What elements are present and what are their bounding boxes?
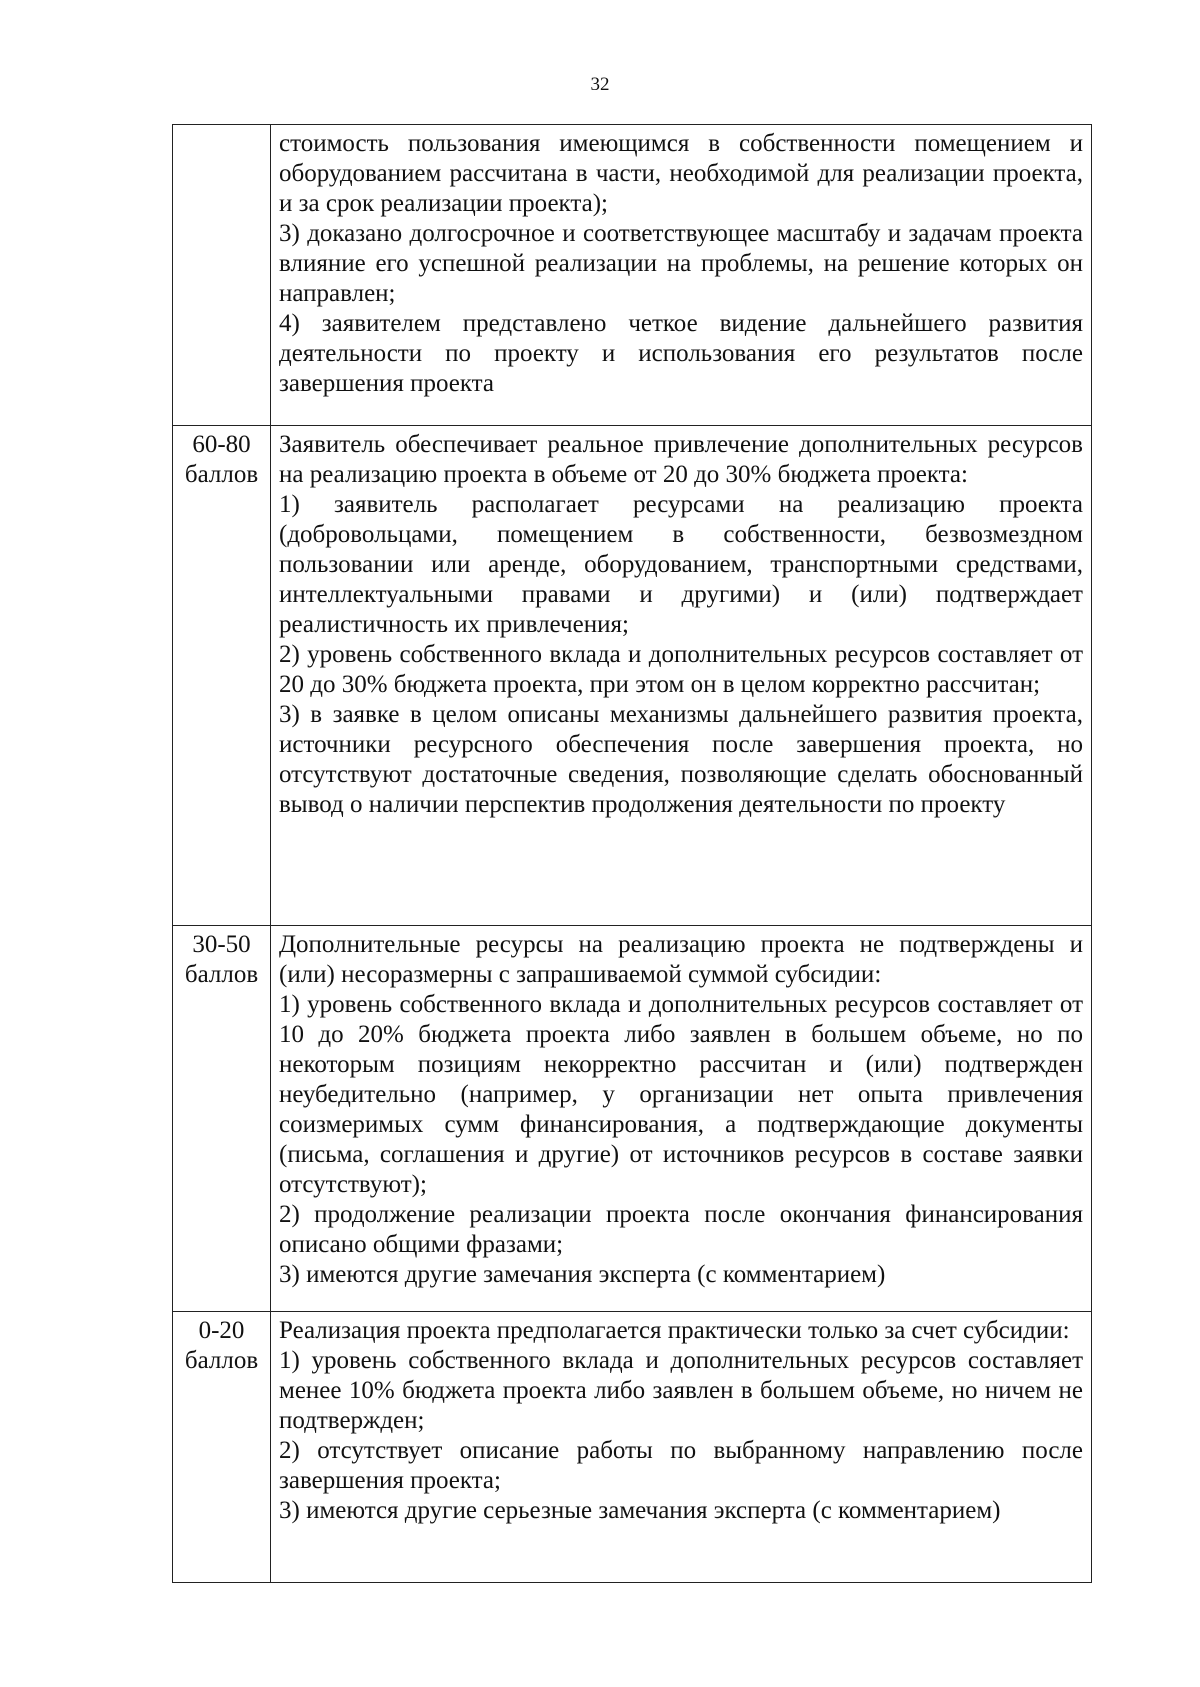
paragraph: 3) доказано долгосрочное и соответствующее масштабу и задачам проекта влияние его успешной реализации на проблемы, на решение которых он направлен; <box>279 220 1083 307</box>
paragraph: Дополнительные ресурсы на реализацию проекта не подтверждены и (или) несоразмерны с запрашиваемой суммой субсидии: <box>279 931 1083 988</box>
table-row <box>173 125 1092 426</box>
paragraph: Заявитель обеспечивает реальное привлечение дополнительных ресурсов на реализацию проекта в объеме от 20 до 30% бюджета проекта: <box>279 431 1083 488</box>
paragraph: 2) уровень собственного вклада и дополнительных ресурсов составляет от 20 до 30% бюджета проекта, при этом он в целом корректно рассчитан; <box>279 641 1083 698</box>
paragraph: 2) отсутствует описание работы по выбранному направлению после завершения проекта; <box>279 1437 1083 1494</box>
score-range: 30-50 <box>192 931 251 958</box>
paragraph: 1) заявитель располагает ресурсами на реализацию проекта (добровольцами, помещением в собственности, безвозмездном пользовании или аренде, оборудованием, транспортными средствами, интеллектуальными правами и другими) и (или) подтверждает реалистичность их привлечения; <box>279 491 1083 638</box>
paragraph: 3) имеются другие серьезные замечания эксперта (с комментарием) <box>279 1497 1001 1524</box>
paragraph: 2) продолжение реализации проекта после окончания финансирования описано общими фразами; <box>279 1201 1083 1258</box>
description-cell <box>271 426 1092 926</box>
paragraph: стоимость пользования имеющимся в собственности помещением и оборудованием рассчитана в части, необходимой для реализации проекта, и за срок реализации проекта); <box>279 130 1083 217</box>
table-row <box>173 1312 1092 1583</box>
score-unit: баллов <box>184 961 259 988</box>
paragraph: Реализация проекта предполагается практически только за счет субсидии: <box>279 1317 1070 1344</box>
paragraph: 1) уровень собственного вклада и дополнительных ресурсов составляет менее 10% бюджета проекта либо заявлен в большем объеме, но ничем не подтвержден; <box>279 1347 1083 1434</box>
score-cell <box>173 426 271 926</box>
description-cell <box>271 926 1092 1312</box>
description-cell <box>271 125 1092 426</box>
score-range: 60-80 <box>192 431 251 458</box>
score-unit: баллов <box>184 461 259 488</box>
score-range: 0-20 <box>198 1317 245 1344</box>
criteria-table <box>172 124 1092 1583</box>
table-row <box>173 426 1092 926</box>
page-number: 32 <box>590 74 610 95</box>
paragraph: 1) уровень собственного вклада и дополнительных ресурсов составляет от 10 до 20% бюджета проекта либо заявлен в большем объеме, но по некоторым позициям некорректно рассчитан и (или) подтвержден неубедительно (например, у организации нет опыта привлечения соизмеримых сумм финансирования, а подтверждающие документы (письма, соглашения и другие) от источников ресурсов в составе заявки отсутствуют); <box>279 991 1083 1198</box>
score-cell <box>173 926 271 1312</box>
score-cell <box>173 1312 271 1583</box>
paragraph: 3) в заявке в целом описаны механизмы дальнейшего развития проекта, источники ресурсного обеспечения после завершения проекта, но отсутствуют достаточные сведения, позволяющие сделать обоснованный вывод о наличии перспектив продолжения деятельности по проекту <box>279 701 1083 818</box>
score-unit: баллов <box>184 1347 259 1374</box>
paragraph: 4) заявителем представлено четкое видение дальнейшего развития деятельности по проекту и использования его результатов после завершения проекта <box>279 310 1083 397</box>
description-cell <box>271 1312 1092 1583</box>
paragraph: 3) имеются другие замечания эксперта (с комментарием) <box>279 1261 886 1288</box>
score-cell <box>173 125 271 426</box>
table-row <box>173 926 1092 1312</box>
